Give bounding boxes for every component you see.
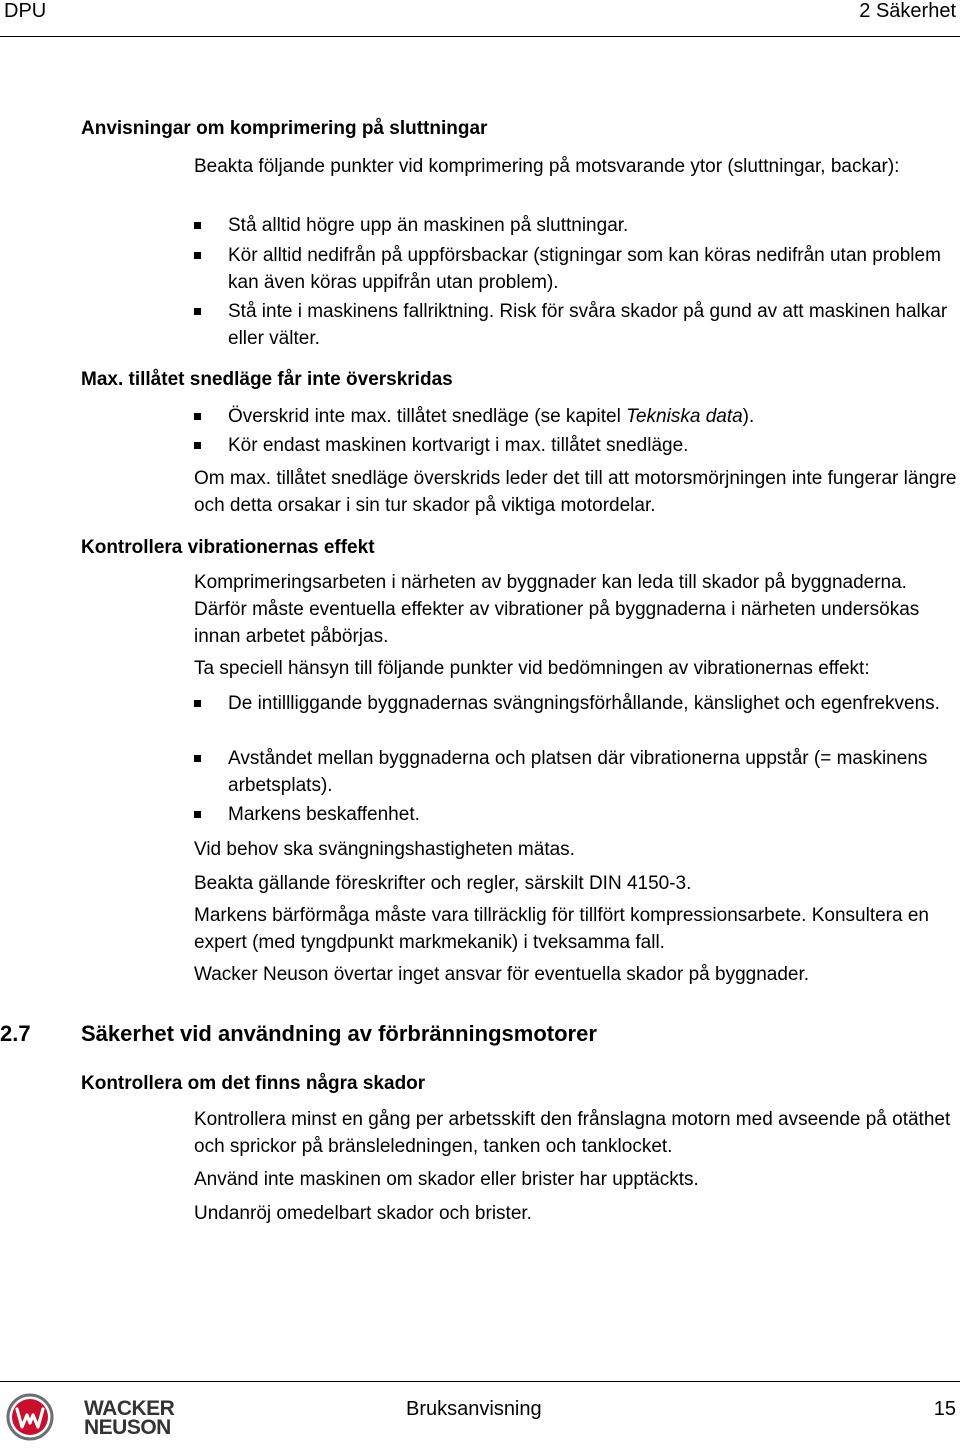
engines-p2: Använd inte maskinen om skador eller brister har upptäckts. [194, 1169, 699, 1190]
heading-max-tilt: Max. tillåtet snedläge får inte överskridas [81, 369, 453, 390]
footer-divider [0, 1381, 960, 1382]
heading-vibrations: Kontrollera vibrationernas effekt [81, 537, 375, 558]
bullet-icon [194, 755, 201, 762]
brand-wordmark: WACKER NEUSON [84, 1397, 175, 1439]
bullet-icon [194, 222, 201, 229]
bullet-icon [194, 413, 201, 420]
bullet-icon [194, 700, 201, 707]
section-number: 2.7 [0, 1021, 31, 1046]
wacker-neuson-logo-icon [6, 1393, 54, 1441]
vibrations-p3: Vid behov ska svängningshastigheten mätas. [194, 839, 575, 860]
heading-check-damage: Kontrollera om det finns några skador [81, 1073, 426, 1094]
heading-slopes: Anvisningar om komprimering på sluttningar [81, 118, 488, 139]
header-divider [0, 36, 960, 37]
footer-doc-type: Bruksanvisning [406, 1398, 542, 1420]
vibrations-p1: Komprimeringsarbeten i närheten av byggnader kan leda till skador på byggnaderna. Därför måste eventuella effekter av vibrationer på byggnaderna i närheten undersökas innan arbetet påbörjas. [194, 572, 920, 647]
chapter-reference: Tekniska data [626, 406, 743, 427]
bullet-icon [194, 308, 201, 315]
vibrations-p2: Ta speciell hänsyn till följande punkter vid bedömningen av vibrationernas effekt: [194, 658, 870, 679]
page-number: 15 [933, 1398, 956, 1420]
engines-p3: Undanröj omedelbart skador och brister. [194, 1203, 532, 1224]
bullet-icon [194, 442, 201, 449]
header-chapter: 2 Säkerhet [859, 0, 956, 22]
tilt-note: Om max. tillåtet snedläge överskrids leder det till att motorsmörjningen inte fungerar längre och detta orsakar i sin tur skador på viktiga motordelar. [194, 468, 957, 516]
vibrations-p6: Wacker Neuson övertar inget ansvar för eventuella skador på byggnader. [194, 964, 810, 985]
slopes-intro: Beakta följande punkter vid komprimering på motsvarande ytor (sluttningar, backar): [194, 156, 900, 177]
heading-engines: Säkerhet vid användning av förbränningsmotorer [81, 1021, 597, 1046]
engines-p1: Kontrollera minst en gång per arbetsskift den frånslagna motorn med avseende på otäthet och sprickor på bränsleledningen, tanken och tanklocket. [194, 1109, 951, 1157]
header-doc-code: DPU [4, 0, 47, 22]
bullet-icon [194, 252, 201, 259]
bullet-icon [194, 811, 201, 818]
vibrations-p4: Beakta gällande föreskrifter och regler, särskilt DIN 4150-3. [194, 873, 692, 894]
vibrations-p5: Markens bärförmåga måste vara tillräcklig för tillfört kompressionsarbete. Konsultera en expert (med tyngdpunkt markmekanik) i tveksamma fall. [194, 905, 929, 953]
